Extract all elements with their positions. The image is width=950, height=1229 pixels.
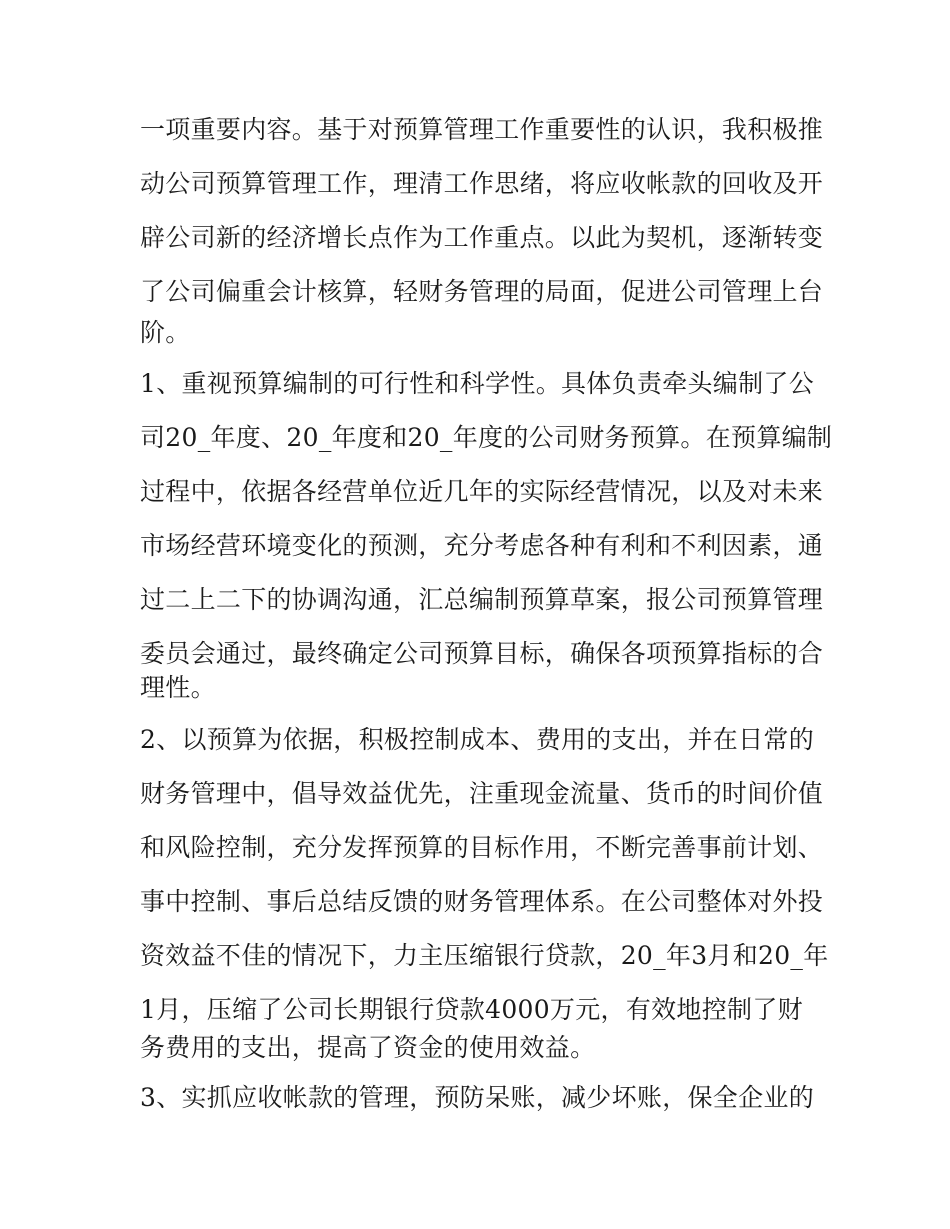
paragraph-line: 1、重视预算编制的可行性和科学性。具体负责牵头编制了公: [140, 369, 815, 398]
paragraph-line: 辟公司新的经济增长点作为工作重点。以此为契机，逐渐转变: [140, 223, 824, 252]
paragraph-line: 理性。: [140, 673, 216, 702]
paragraph-line: 1月，压缩了公司长期银行贷款4000万元，有效地控制了财: [140, 995, 803, 1024]
paragraph-line: 过二上二下的协调沟通，汇总编制预算草案，报公司预算管理: [140, 585, 824, 614]
paragraph-line: 2、以预算为依据，积极控制成本、费用的支出，并在日常的: [140, 725, 815, 754]
paragraph-line: 市场经营环境变化的预测，充分考虑各种有利和不利因素，通: [140, 531, 824, 560]
paragraph-line: 委员会通过，最终确定公司预算目标，确保各项预算指标的合: [140, 639, 824, 668]
paragraph-line: 3、实抓应收帐款的管理，预防呆账，减少坏账，保全企业的: [140, 1083, 815, 1112]
paragraph-line: 过程中，依据各经营单位近几年的实际经营情况，以及对未来: [140, 477, 824, 506]
paragraph-line: 司20_年度、20_年度和20_年度的公司财务预算。在预算编制: [140, 423, 833, 452]
paragraph-line: 了公司偏重会计核算，轻财务管理的局面，促进公司管理上台: [140, 277, 824, 306]
paragraph-line: 务费用的支出，提高了资金的使用效益。: [140, 1033, 596, 1062]
paragraph-line: 事中控制、事后总结反馈的财务管理体系。在公司整体对外投: [140, 887, 824, 916]
paragraph-line: 和风险控制，充分发挥预算的目标作用，不断完善事前计划、: [140, 833, 824, 862]
paragraph-line: 财务管理中，倡导效益优先，注重现金流量、货币的时间价值: [140, 779, 824, 808]
paragraph-line: 资效益不佳的情况下，力主压缩银行贷款，20_年3月和20_年: [140, 941, 829, 970]
paragraph-line: 阶。: [140, 318, 191, 347]
paragraph-line: 一项重要内容。基于对预算管理工作重要性的认识，我积极推: [140, 115, 824, 144]
paragraph-line: 动公司预算管理工作，理清工作思绪，将应收帐款的回收及开: [140, 169, 824, 198]
